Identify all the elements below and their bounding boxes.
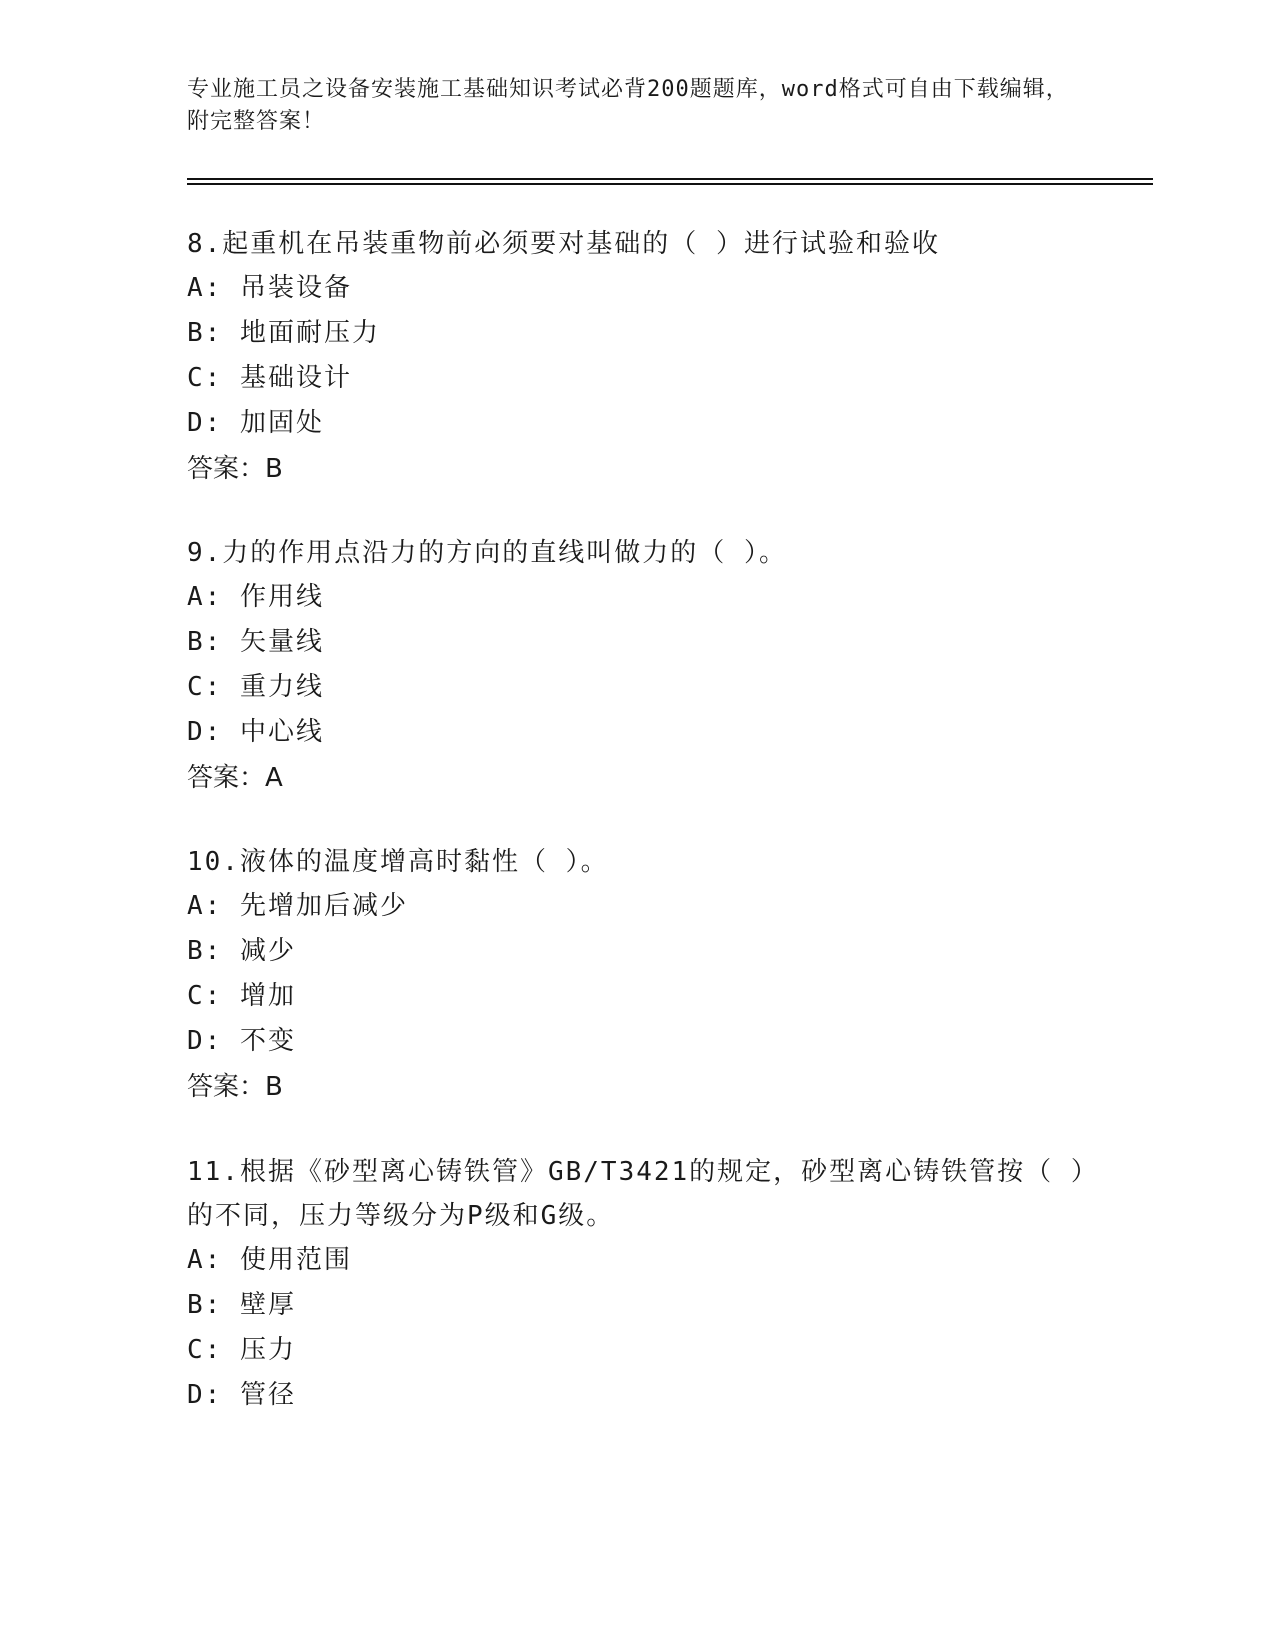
option-b: B: 矢量线 <box>187 627 324 657</box>
answer-label: 答案： <box>187 1072 266 1102</box>
answer-value: B <box>265 454 283 484</box>
answer-label: 答案： <box>187 763 266 793</box>
question-stem: 9.力的作用点沿力的方向的直线叫做力的（ ）。 <box>187 538 787 568</box>
document-header: 专业施工员之设备安装施工基础知识考试必背200题题库，word格式可自由下载编辑，附完整答案！ <box>187 77 1069 134</box>
header-divider-top <box>187 178 1153 180</box>
option-c: C: 增加 <box>187 981 296 1011</box>
option-d: D: 加固处 <box>187 408 324 438</box>
option-d: D: 中心线 <box>187 717 324 747</box>
option-b: B: 壁厚 <box>187 1290 296 1320</box>
option-c: C: 基础设计 <box>187 363 352 393</box>
answer-value: B <box>265 1072 283 1102</box>
option-d: D: 管径 <box>187 1380 296 1410</box>
answer-value: A <box>265 763 283 793</box>
answer-line <box>187 755 1087 801</box>
option-c: C: 重力线 <box>187 672 324 702</box>
answer-line <box>187 1064 1087 1110</box>
option-c: C: 压力 <box>187 1335 296 1365</box>
option-b: B: 地面耐压力 <box>187 318 380 348</box>
header-divider-bottom <box>187 183 1153 185</box>
option-a: A: 先增加后减少 <box>187 891 408 921</box>
question-10 <box>187 840 1087 1110</box>
question-9 <box>187 531 1087 801</box>
question-stem: 11.根据《砂型离心铸铁管》GB/T3421的规定，砂型离心铸铁管按（ ）的不同，压力等级分为P级和G级。 <box>187 1157 1086 1231</box>
question-stem: 8.起重机在吊装重物前必须要对基础的（ ）进行试验和验收 <box>187 229 940 259</box>
option-a: A: 吊装设备 <box>187 273 352 303</box>
option-d: D: 不变 <box>187 1026 296 1056</box>
option-a: A: 作用线 <box>187 582 324 612</box>
question-8 <box>187 222 1087 492</box>
option-b: B: 减少 <box>187 936 296 966</box>
question-stem: 10.液体的温度增高时黏性（ ）。 <box>187 847 609 877</box>
question-11 <box>187 1150 1087 1418</box>
answer-label: 答案： <box>187 454 266 484</box>
option-a: A: 使用范围 <box>187 1245 352 1275</box>
answer-line <box>187 446 1087 492</box>
